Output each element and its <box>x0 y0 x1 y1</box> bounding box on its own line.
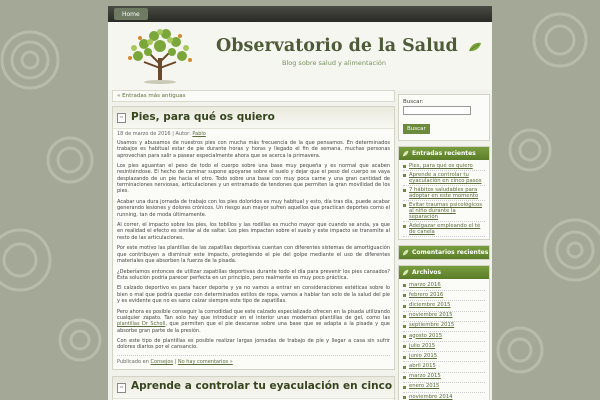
site-header <box>108 22 492 90</box>
post-paragraph: Los pies aguantan el peso de todo el cuerpo sobre una base muy pequeña y es normal que acaben resintiéndose. El hecho de caminar supone apoyarse sobre el suelo y dejar que el peso del cuerpo se vaya desplazando de un pie hacia el otro. Todo sobre una base con muy poca carne y una gran cantidad de terminaciones nerviosas, articulaciones y un entramado de tendones que permiten la gran movilidad de los pies. <box>117 163 390 195</box>
recent-post-item[interactable]: Pies, para qué os quiero <box>403 162 485 171</box>
post-body <box>113 140 394 351</box>
post-paragraph: Usamos y abusamos de nuestros pies con mucha más frecuencia de la que pensamos. En determinados trabajos es habitual estar de pie durante horas y horas y llegado el fin de semana, muchas personas aprovechan para salir a pasear especialmente ahora que se acerca la primavera. <box>117 140 390 159</box>
post-paragraph: Por este motivo las plantillas de las zapatillas deportivas cuentan con diferentes sistemas de amortiguación que contribuyen a disminuir este impacto, protegiendo el pie del golpe mediante el uso de diferentes materiales que absorben la fuerza de la pisada. <box>117 245 390 264</box>
post-date: 18 de marzo de 2016 <box>117 131 171 137</box>
archives-widget <box>398 265 490 400</box>
leaf-icon <box>402 249 409 256</box>
post-paragraph: El calzado deportivo es para hacer deporte y ya no vamos a entrar en consideraciones estéticas sobre lo bien o mal que podría quedar con determinados estilos de ropa, vamos a hablar tan solo de la salud del pie y es evidente que no es sano calzar siempre este tipo de zapatillas. <box>117 285 390 305</box>
leaf-icon <box>402 150 409 157</box>
search-input[interactable] <box>403 106 471 115</box>
search-label: Buscar: <box>403 99 424 105</box>
archive-item[interactable]: septiembre 2015 <box>403 322 485 332</box>
post-author-prefix: | Autor: <box>170 131 193 137</box>
archive-item[interactable]: junio 2015 <box>403 352 485 362</box>
search-button[interactable]: Buscar <box>403 124 430 134</box>
post-text: , que permiten que el pie descanse sobre una base que se adapta a la pisada y que absorbe gran parte de la presión. <box>117 321 390 334</box>
archive-item[interactable]: noviembre 2014 <box>403 393 485 400</box>
site-description: Blog sobre salud y alimentación <box>282 59 386 67</box>
nav-home-tab[interactable]: Home <box>114 8 148 20</box>
post-paragraph: Acabar una dura jornada de trabajo con los pies doloridos es muy habitual y esto, día tras día, puede acabar generando lesiones y dolores crónicos. Un riesgo aun mayor sufren aquellos que practican deportes como el running, tan de moda últimamente. <box>117 198 390 218</box>
post-header <box>113 107 394 129</box>
recent-post-item[interactable]: 7 hábitos saludables para adoptar en este momento <box>403 186 485 201</box>
calendar-icon: ▭ <box>117 113 126 123</box>
main-content <box>112 90 395 400</box>
category-link[interactable]: Consejos <box>150 358 173 365</box>
archives-list <box>399 279 489 400</box>
comments-link[interactable]: No hay comentarios » <box>177 358 233 365</box>
post-meta <box>113 129 394 140</box>
post-header <box>113 377 394 399</box>
archive-item[interactable]: marzo 2015 <box>403 373 485 383</box>
post-paragraph: Al correr, el impacto sobre los pies, los tobillos y las rodillas es mucho mayor que cuando se anda, ya que en realidad el efecto es similar al de saltar. Los pies impactan sobre el suelo y este impacto se transmite al resto de las articulaciones. <box>117 222 390 241</box>
post-author-link[interactable]: Pablo <box>192 131 206 137</box>
post-footer-sep: | <box>173 358 178 365</box>
recent-post-item[interactable]: Evitar traumas psicológicos al niño durante la separación <box>403 201 485 222</box>
leaf-icon <box>468 42 482 52</box>
recent-posts-list <box>399 160 489 239</box>
post-article <box>112 376 395 400</box>
archive-item[interactable]: agosto 2015 <box>403 332 485 342</box>
top-nav <box>108 6 492 22</box>
widget-header <box>399 246 489 259</box>
post-paragraph: Con este tipo de plantillas es posible realizar largas jornadas de trabajo de pie y llegar a casa sin sufrir dolores diarios por el cansancio. <box>117 338 390 351</box>
recent-comments-widget <box>398 245 490 260</box>
page-wrapper <box>108 6 492 400</box>
calendar-icon: ▭ <box>117 383 126 393</box>
recent-post-item[interactable]: Adelgazar empleando el té de canela <box>403 222 485 237</box>
widget-header <box>399 147 489 160</box>
post-footer <box>117 355 390 365</box>
widget-header <box>399 266 489 279</box>
leaf-icon <box>402 269 409 276</box>
archive-item[interactable]: julio 2015 <box>403 342 485 352</box>
widget-title: Comentarios recientes <box>412 249 489 256</box>
post-paragraph: ¿Deberíamos entonces de utilizar zapatillas deportivas durante todo el día para prevenir los pies cansados? Esta solución podría parecer perfecta en un principio, pero realmente es muy poco práctica. <box>117 268 390 281</box>
sidebar <box>398 90 490 400</box>
recent-posts-widget <box>398 146 490 240</box>
post-footer-prefix: Publicado en <box>117 358 151 365</box>
post-title[interactable]: Pies, para qué os quiero <box>131 111 275 123</box>
widget-title: Archivos <box>412 269 442 276</box>
post-article <box>112 106 395 370</box>
archive-item[interactable]: diciembre 2015 <box>403 301 485 311</box>
archive-item[interactable]: febrero 2016 <box>403 291 485 301</box>
recent-post-item[interactable]: Aprende a controlar tu eyaculación en cinco pasos <box>403 171 485 186</box>
archive-item[interactable]: abril 2015 <box>403 362 485 372</box>
archive-item[interactable]: enero 2015 <box>403 383 485 393</box>
widget-title: Entradas recientes <box>412 150 476 157</box>
search-widget <box>398 94 490 141</box>
archive-item[interactable]: marzo 2016 <box>403 281 485 291</box>
post-text: Pero ahora es posible conseguir la comodidad que este calzado especializado ofrecen en la pisada utilizando cualquier zapato. Tan solo hay que introducir en el interior unas modernas plantillas de gel, como las <box>117 308 390 321</box>
plantillas-link[interactable]: plantillas Dr Scholl <box>117 321 166 328</box>
site-title[interactable]: Observatorio de la Salud <box>216 36 458 56</box>
post-title[interactable]: Aprende a controlar tu eyaculación en cinco <box>131 379 393 392</box>
tree-logo-icon[interactable] <box>114 24 206 88</box>
older-entries-link[interactable]: « Entradas más antiguas <box>112 90 395 102</box>
archive-item[interactable]: noviembre 2015 <box>403 312 485 322</box>
post-paragraph <box>117 309 390 334</box>
